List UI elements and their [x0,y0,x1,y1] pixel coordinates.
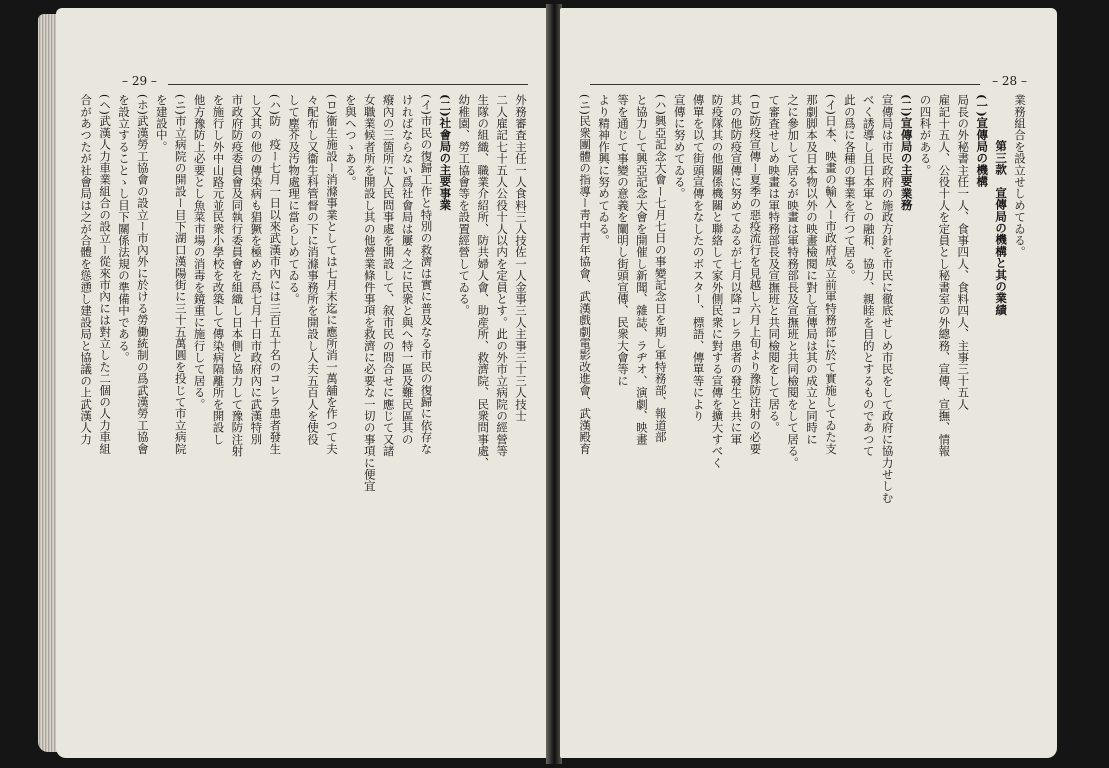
text-column: 那劇脚本及日本物以外の映畫檢閱に對し宣傳局は其の成立と同時に [805,94,820,445]
text-column: 等を通じて事變の意義を闡明し街頭宣傳、民衆大會等に [615,94,630,387]
text-column: 合があつたが社會局は之が合體を慫慂し建設局と協議の上武漢人力 [79,94,94,445]
text-column: 幼稚園、勞工協會等を設置經營してゐる。 [457,94,472,317]
text-column: (ロ)防疫宣傳ー夏季の惡疫流行を見越し六月上旬より豫防注射の必要 [748,94,763,455]
text-column: (イ)日本、映畫の輸入ー市政府成立前軍特務部に於て實施してゐた支 [823,94,838,455]
text-column: を設立することゝし目下關係法規の準備中である。 [116,94,131,364]
text-column: 其の他防疫宣傳に努めてゐるが七月以降コレラ患者の發生と共に軍 [729,94,744,445]
text-column: 癈內の三箇所に人民問事處を開設して、叙市民の問合せに應じて又諸 [381,94,396,457]
section-title: 第三款 宣傳局の機構と其の業績 [994,140,1009,316]
text-column: て審査せしめ映畫は軍特務部長及宣撫班と共同檢閱をして居る。 [767,94,782,434]
page-edges [38,14,58,752]
text-column: べく誘導し且日本軍との融和、協力、親睦を目的とするものであつて [861,94,876,457]
text-column: 他方豫防上必要とし魚菜市場の消毒を鏡重に施行して居る。 [192,94,207,410]
text-column: (ニ)市立病院の開設ー目下湖口漢陽街に三十五萬圓を投じて市立病院 [173,94,188,455]
text-column: 生隊の組織、職業介紹所、防共婦人會、助産所、救濟院、民衆問事處、 [476,94,491,469]
text-column: を建設中。 [154,94,169,153]
text-column: 宣傳に努めてゐる。 [672,94,687,200]
section-heading: (二)社會局の主要事業 [438,94,453,211]
header-rule [168,84,528,85]
text-body-right [578,94,1029,662]
text-column: ければならない爲社會局は屢々之に民衆と與へ特一區及難民區其の [400,94,415,445]
text-column: 市政府防疫委員會及同執行委員會を組織し日本側と協力して豫防注射 [230,94,245,457]
right-page [560,8,1057,758]
text-column: を施行し外中山路元並民衆小學校を改築して傳染病隔離所を開設し [211,94,226,445]
left-page [56,8,548,758]
text-column: (ハ)興亞記念大會ー七月七日の事變記念日を期し軍特務部、報道部 [653,94,668,443]
text-column: 防疫隊其の他關係機關と聯絡して家外側民衆に對する宣傳を擴大すべく [710,94,725,469]
text-column: 此の爲に各種の事業を行つて居る。 [842,94,857,282]
text-column: と協力して興亞記念大會を開催し新聞、雜誌、ラヂオ、演劇、映畫 [634,94,649,445]
text-body-left [68,94,530,662]
text-column: の四科がある。 [918,94,933,176]
text-column: 局長の外秘書主任一人、食事四人、食料四人、主事三十五人 [956,94,971,410]
text-column: より精神作興に努めてゐる。 [597,94,612,247]
text-column: して塵芥及汚物處理に當らしめてゐる。 [287,94,302,305]
section-heading: (一)宣傳局の機構 [975,94,990,188]
text-column: (イ)市民の復歸工作と特別の救濟は實に普及なる市民の復歸に依存な [419,94,434,455]
text-column: (ニ)民衆團體の指導ー靑中靑年協會、武漢戲劇電影改進會、武漢殿育 [578,94,593,455]
text-column: し又其の他の傳染病も猖獗を極めた爲七月十日市政府內に武漢特別 [249,94,264,445]
text-column: 之に參加して居るが映畫は軍特務部長及宣撫班と共同檢閱をして居る。 [786,94,801,469]
text-column: 女職業候者所を開設し其の他營業條件事項を救濟に必要な一切の事項に便宜 [362,94,377,492]
page-number-right: – 28 – [992,74,1027,88]
text-column: 宣傳局は市民政府の施政方針を市民に徹底せしめ市民をして政府に協力せしむ [880,94,895,504]
text-column: を與へつゝある。 [343,94,358,188]
text-column: (ホ)武漢勞工協會の設立ー市內外に於ける勞働統制の爲武漢勞工協會 [135,94,150,455]
text-column: (ハ)防 疫ー七月一日以來武漢市內には三百五十名のコレラ患者發生 [268,94,283,455]
text-column: (ロ)衞生施設ー消滌事業としては七月末迄に應所消一萬舖を作つて夫 [324,94,339,455]
text-column: 雇記十五人、公役十人を定員とし秘書室の外總務、宣傳、宣撫、情報 [937,94,952,457]
text-column: (ヘ)武漢人力車業組合の設立ー從來市內には對立した二個の人力車組 [98,94,113,455]
section-heading: (二)宣傳局の主要業務 [899,94,914,211]
text-column: 業務組合を設立せしめてゐる。 [1013,94,1027,258]
page-number-left: – 29 – [122,74,157,88]
text-column: 外務審査主任一人食料三人技佐一人金事三人主事三十三人技士 [514,94,528,422]
text-column: 々配布し又衞生科管督の下に消滌事務所を開設し人夫五百人を使役 [306,94,321,445]
text-column: 傳單を以て街頭宣傳をなしたのボスター、標語、傳單等により [691,94,706,422]
text-column: 二人雇記七十五人公役十人以内を定員とす。此の外市立病院の經營等 [495,94,510,457]
header-rule [590,84,980,85]
